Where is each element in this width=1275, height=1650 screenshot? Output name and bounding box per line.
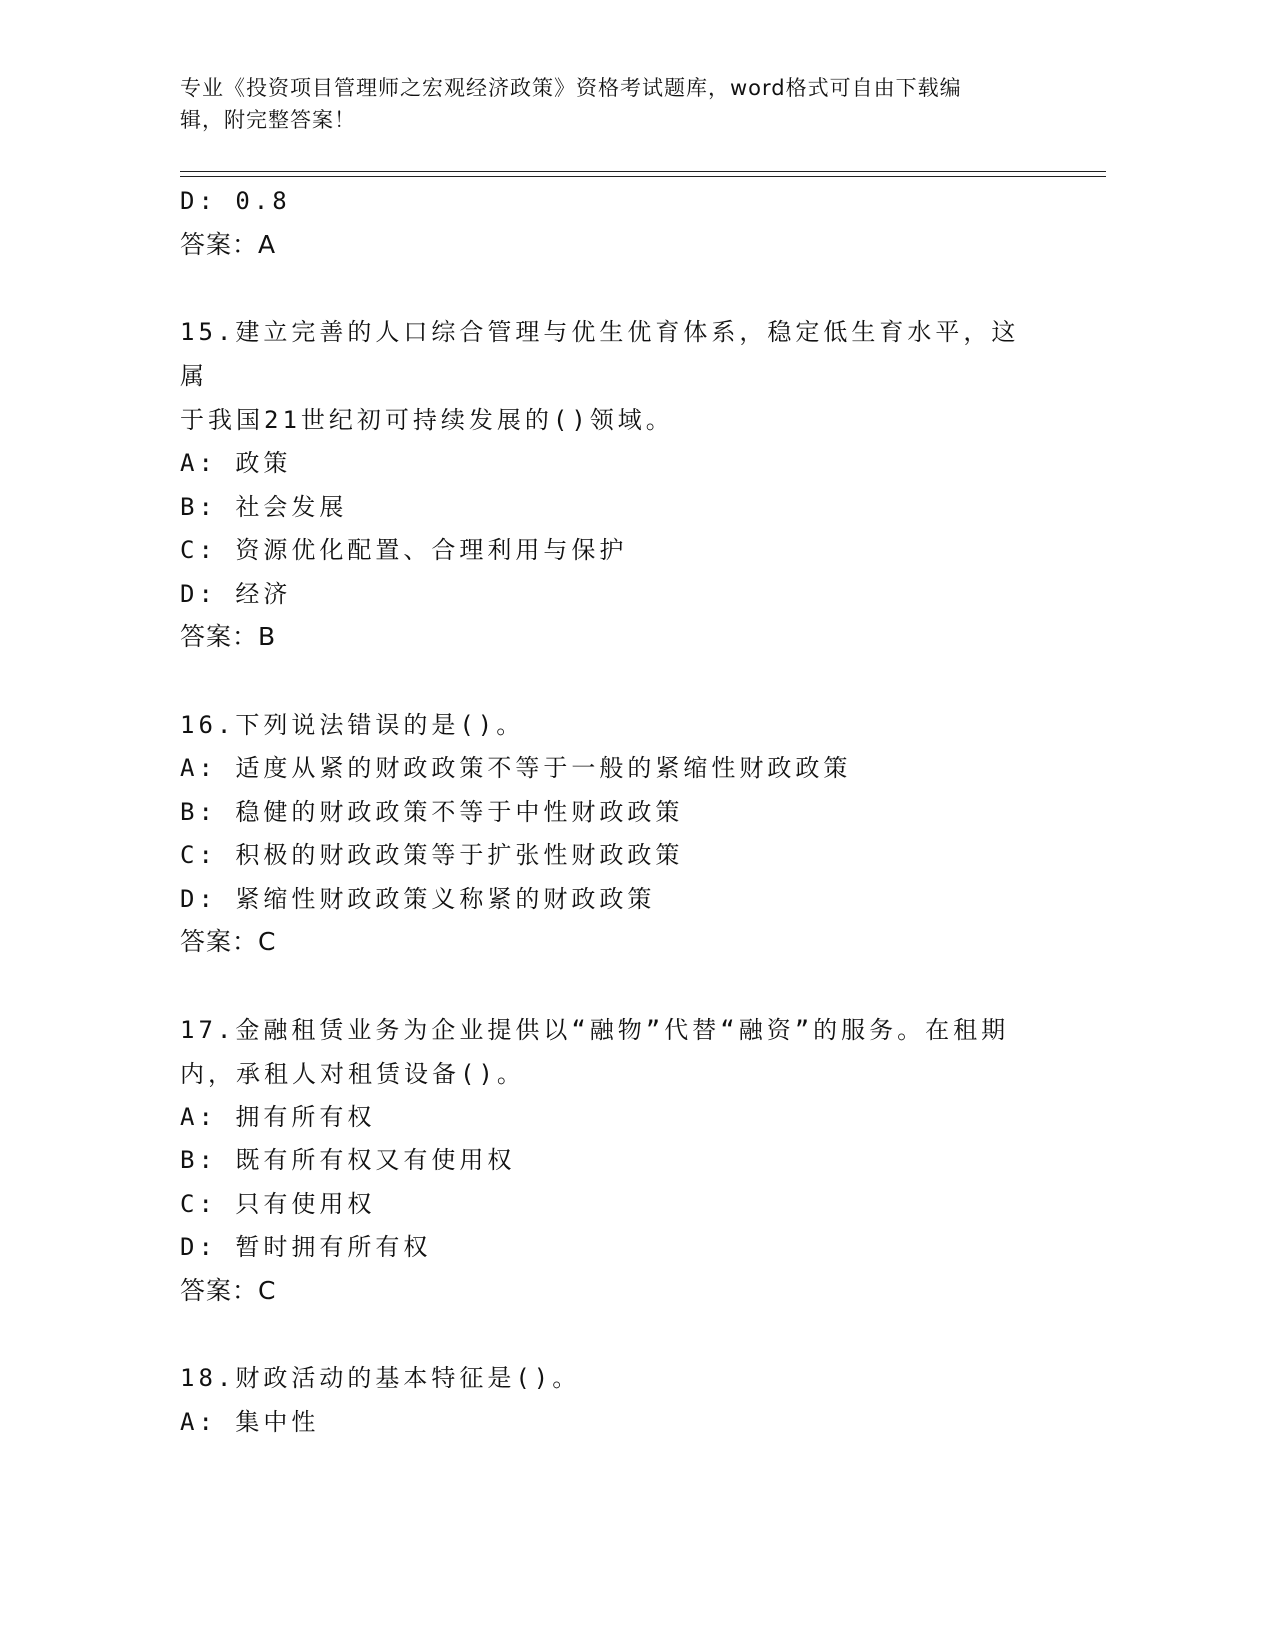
option-b: B: 稳健的财政政策不等于中性财政政策 bbox=[180, 797, 684, 826]
option-a: A: 政策 bbox=[180, 449, 292, 477]
answer-line: 答案：C bbox=[180, 927, 277, 956]
option-a: A: 集中性 bbox=[180, 1407, 320, 1436]
option-d: D: 暂时拥有所有权 bbox=[180, 1233, 432, 1261]
question-18-text: 18.财政活动的基本特征是()。 bbox=[180, 1364, 581, 1392]
option-a: A: 拥有所有权 bbox=[180, 1102, 376, 1131]
document-header bbox=[180, 72, 1050, 136]
question-15-text bbox=[180, 310, 1040, 442]
option-a: A: 适度从紧的财政政策不等于一般的紧缩性财政政策 bbox=[180, 754, 852, 782]
question-16-text: 16.下列说法错误的是()。 bbox=[180, 710, 525, 739]
option-c: C: 只有使用权 bbox=[180, 1189, 376, 1218]
spacer bbox=[180, 666, 1040, 710]
header-divider-top bbox=[180, 171, 1106, 172]
option-d: D: 紧缩性财政政策义称紧的财政政策 bbox=[180, 884, 656, 913]
option-d: D: 0.8 bbox=[180, 187, 291, 215]
spacer bbox=[180, 1319, 1040, 1363]
answer-line: 答案：A bbox=[180, 229, 277, 259]
header-line-2: 辑，附完整答案！ bbox=[180, 108, 356, 132]
option-d: D: 经济 bbox=[180, 579, 292, 608]
answer-line: 答案：C bbox=[180, 1275, 277, 1305]
option-b: B: 社会发展 bbox=[180, 492, 348, 521]
question-list bbox=[180, 186, 1040, 1450]
question-text-line: 内，承租人对租赁设备()。 bbox=[180, 1059, 525, 1088]
question-17-text bbox=[180, 1008, 1040, 1096]
option-b: B: 既有所有权又有使用权 bbox=[180, 1146, 516, 1174]
answer-line: 答案：B bbox=[180, 622, 277, 651]
header-line-1: 专业《投资项目管理师之宏观经济政策》资格考试题库，word格式可自由下载编 bbox=[180, 76, 962, 100]
option-c: C: 积极的财政政策等于扩张性财政政策 bbox=[180, 841, 684, 869]
header-divider-bottom bbox=[180, 176, 1106, 177]
question-text-line: 15.建立完善的人口综合管理与优生优育体系，稳定低生育水平，这属 bbox=[180, 318, 1020, 390]
question-text-line: 17.金融租赁业务为企业提供以“融物”代替“融资”的服务。在租期 bbox=[180, 1015, 1010, 1044]
option-c: C: 资源优化配置、合理利用与保护 bbox=[180, 536, 628, 564]
question-text-line: 于我国21世纪初可持续发展的()领域。 bbox=[180, 406, 674, 434]
